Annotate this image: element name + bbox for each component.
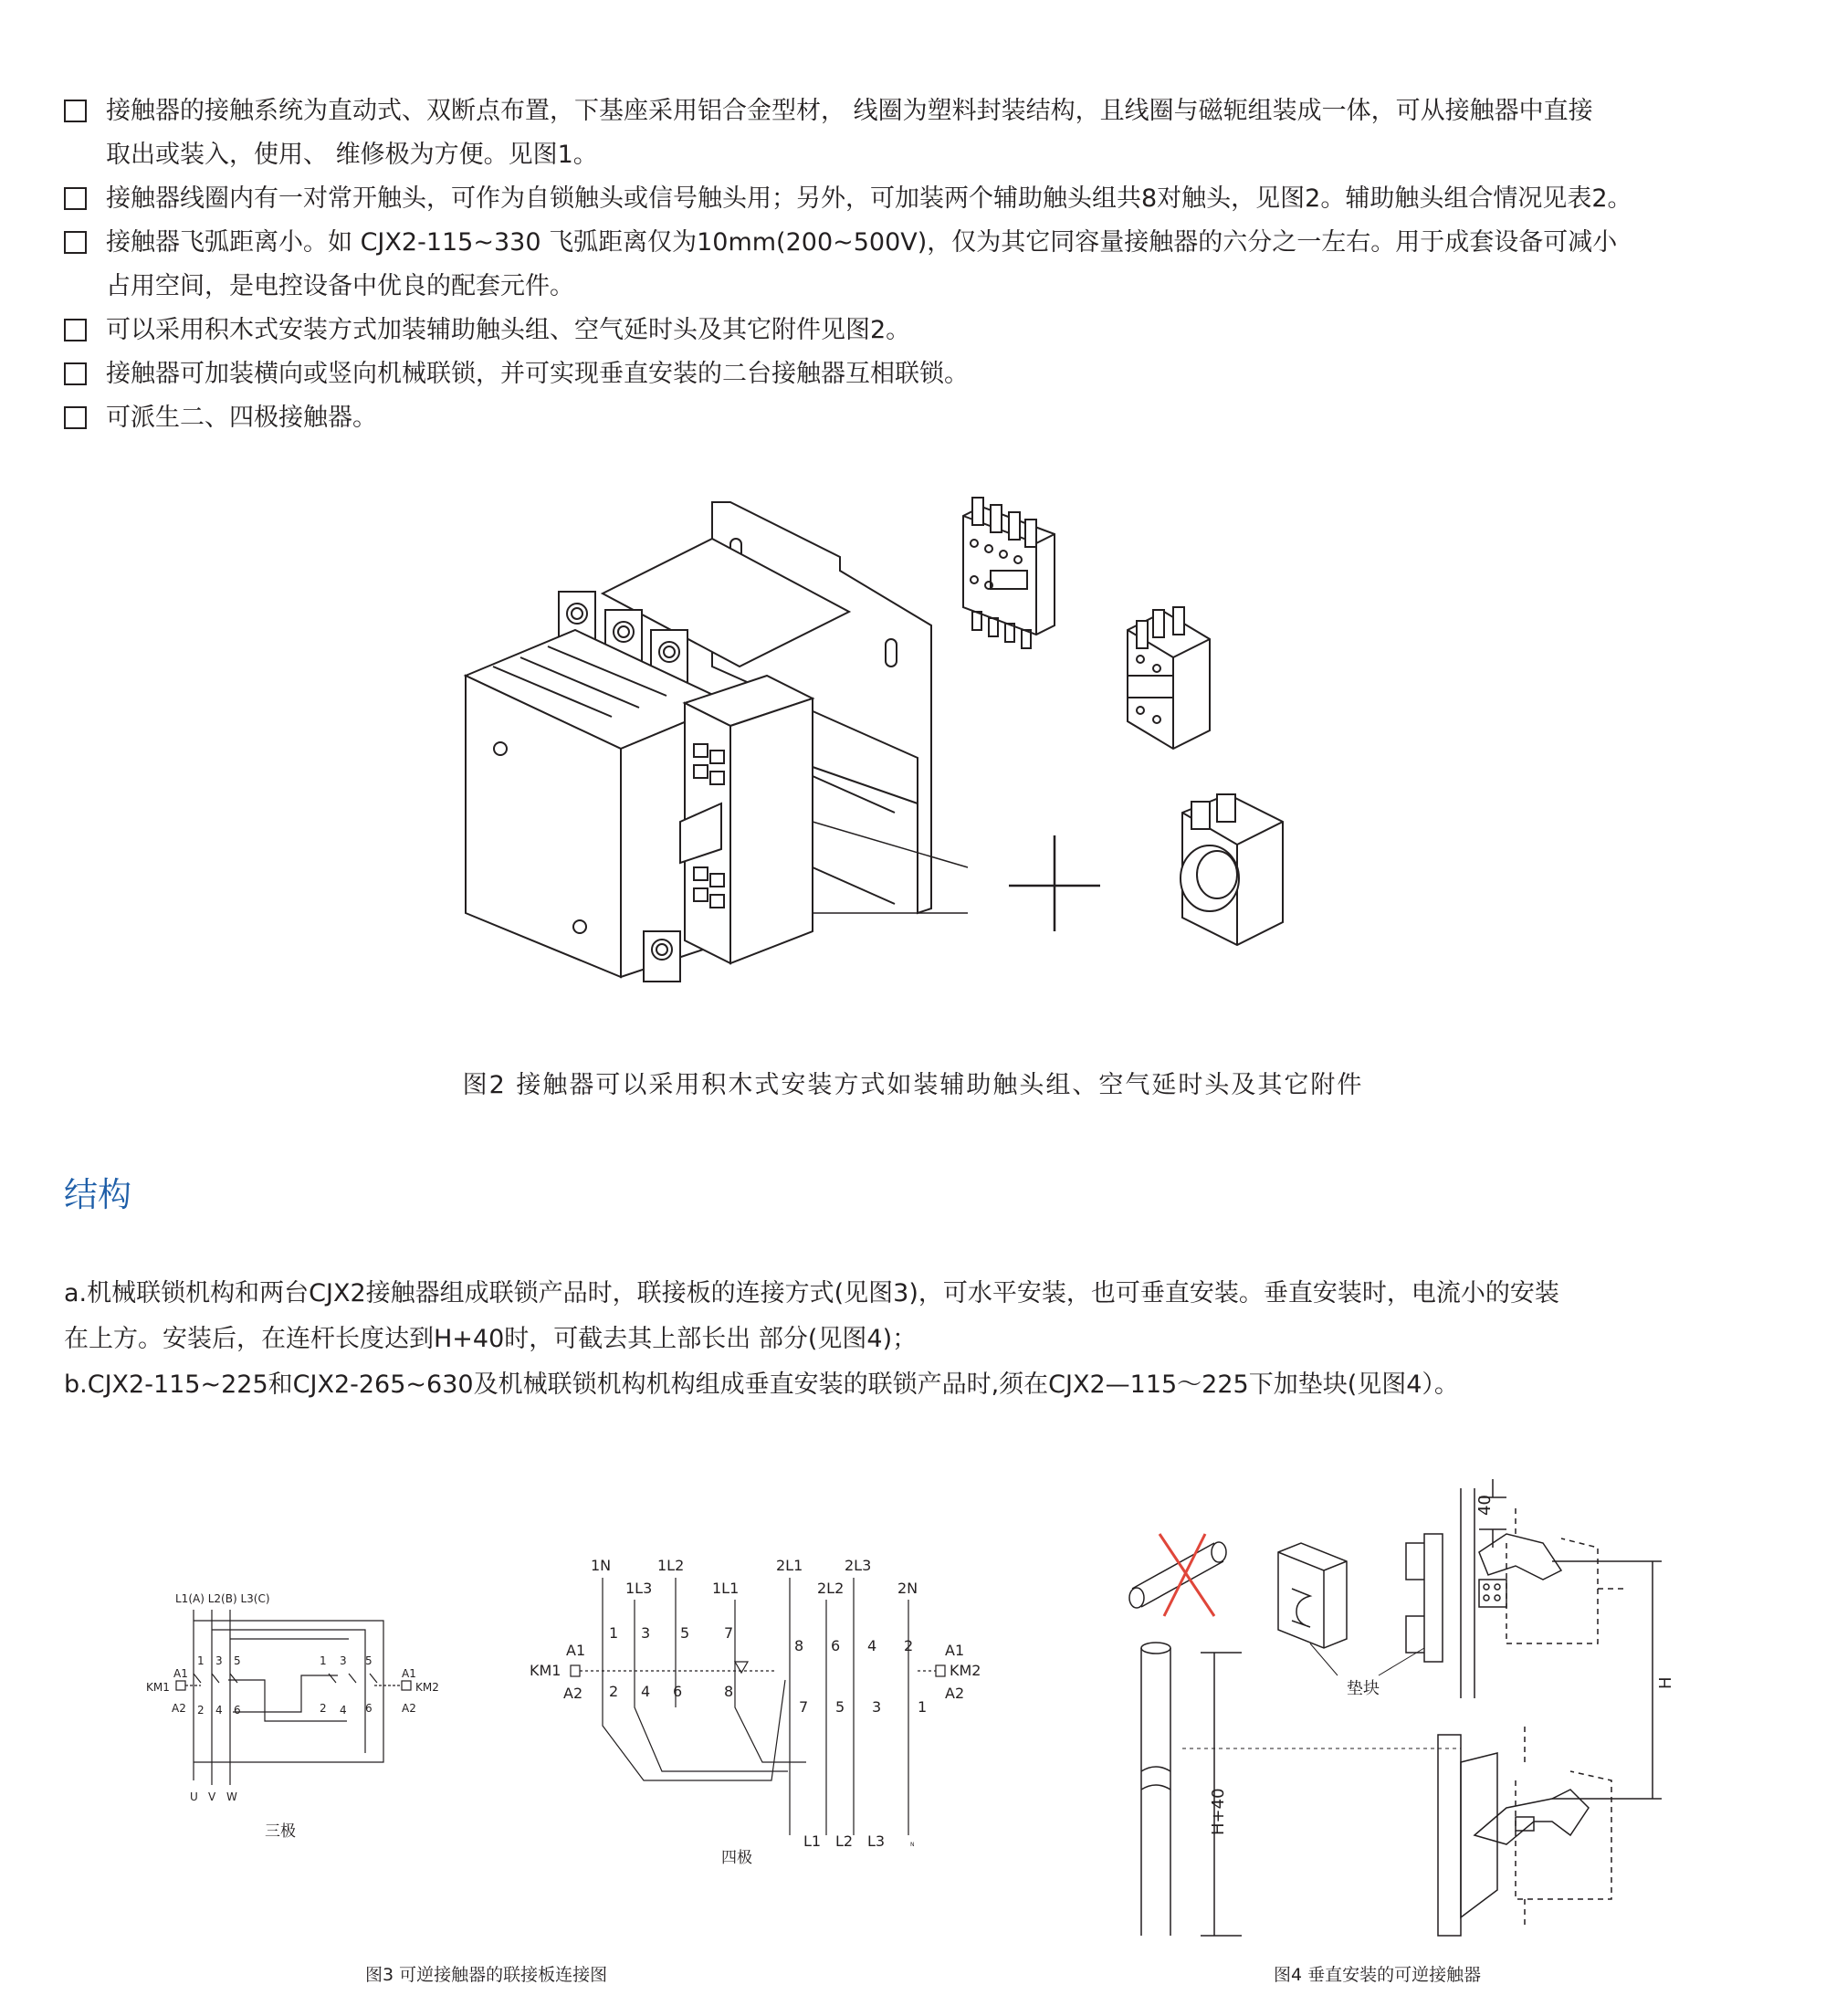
km1-label: KM1	[146, 1681, 170, 1694]
km1-a1-label: A1	[173, 1667, 188, 1680]
feature-text: 接触器飞弧距离小。如 CJX2-115~330 飞弧距离仅为10mm(200~500V)，仅为其它同容量接触器的六分之一左右。用于成套设备可减小	[106, 228, 1618, 257]
top-6: 6	[831, 1637, 841, 1654]
top-1: 1	[609, 1624, 619, 1642]
label-2l2: 2L2	[817, 1580, 845, 1597]
km1-a1-label: A1	[566, 1642, 586, 1659]
terminal-3-right: 3	[340, 1654, 347, 1667]
km2-label: KM2	[950, 1662, 981, 1679]
top-4: 4	[867, 1637, 877, 1654]
bottom-6: 6	[673, 1683, 683, 1700]
km2-a1-label: A1	[945, 1642, 965, 1659]
km1-label: KM1	[530, 1662, 561, 1679]
output-w: W	[226, 1790, 237, 1803]
label-2l1: 2L1	[776, 1557, 803, 1574]
terminal-5-right: 5	[365, 1654, 373, 1667]
feature-text: 取出或装入，使用、 维修极为方便。见图1。	[106, 141, 598, 169]
label-1l1: 1L1	[712, 1580, 740, 1597]
dim-40: 40	[1475, 1495, 1495, 1516]
terminal-3: 3	[215, 1654, 223, 1667]
top-7: 7	[724, 1624, 734, 1642]
checkbox-icon	[64, 319, 87, 341]
feature-text: 可以采用积木式安装方式加装辅助触头组、空气延时头及其它附件见图2。	[106, 316, 911, 344]
figure4-caption: 图4 垂直安装的可逆接触器	[1274, 1965, 1482, 1985]
label-2n: 2N	[897, 1580, 918, 1597]
output-l2: L2	[835, 1832, 854, 1850]
checkbox-icon	[64, 231, 87, 254]
four-pole-wiring-diagram	[516, 1543, 981, 1867]
top-3: 3	[641, 1624, 651, 1642]
checkbox-icon	[64, 100, 87, 122]
output-l3: L3	[867, 1832, 886, 1850]
checkbox-icon	[64, 406, 87, 429]
km2-a1-label: A1	[402, 1667, 416, 1680]
feature-list	[64, 89, 1799, 440]
km2-label: KM2	[415, 1681, 439, 1694]
bottom-4: 4	[641, 1683, 651, 1700]
output-v: V	[208, 1790, 216, 1803]
bottom-5: 5	[835, 1698, 845, 1716]
four-pole-caption: 四极	[721, 1849, 752, 1867]
contactor-assembly-illustration	[456, 484, 1324, 1004]
terminal-4-right: 4	[340, 1704, 347, 1717]
terminal-6: 6	[234, 1704, 241, 1717]
structure-text	[64, 1271, 1780, 1408]
feature-item	[64, 396, 1799, 440]
dim-h40: H+40	[1209, 1788, 1228, 1835]
feature-item	[64, 221, 1799, 265]
three-pole-caption: 三极	[265, 1822, 296, 1841]
label-1n: 1N	[591, 1557, 612, 1574]
figure2-caption: 图2 接触器可以采用积木式安装方式如装辅助触头组、空气延时头及其它附件	[462, 1071, 1364, 1099]
km2-a2-label: A2	[402, 1702, 416, 1715]
output-n: N	[910, 1842, 915, 1848]
bottom-3: 3	[872, 1698, 882, 1716]
paragraph: b.CJX2-115~225和CJX2-265~630及机械联锁机构机构组成垂直安装的联锁产品时,须在CJX2—115～225下加垫块(见图4）。	[64, 1370, 1459, 1399]
paragraph: 在上方。安装后，在连杆长度达到H+40时，可截去其上部长出 部分(见图4)；	[64, 1325, 918, 1353]
feature-text: 占用空间，是电控设备中优良的配套元件。	[106, 272, 574, 300]
feature-item	[64, 352, 1799, 396]
feature-item-continued	[64, 133, 1799, 177]
km1-a2-label: A2	[172, 1702, 186, 1715]
km2-a2-label: A2	[945, 1685, 965, 1702]
top-8: 8	[794, 1637, 804, 1654]
terminal-6-right: 6	[365, 1702, 373, 1715]
feature-text: 接触器的接触系统为直动式、双断点布置，下基座采用铝合金型材， 线圈为塑料封装结构，且线圈与磁轭组装成一体，可从接触器中直接	[106, 97, 1593, 125]
top-phase-labels: L1(A) L2(B) L3(C)	[175, 1592, 270, 1605]
terminal-4: 4	[215, 1704, 223, 1717]
feature-item-continued	[64, 265, 1799, 309]
label-1l2: 1L2	[657, 1557, 685, 1574]
output-l1: L1	[803, 1832, 822, 1850]
bottom-2: 2	[609, 1683, 619, 1700]
checkbox-icon	[64, 362, 87, 385]
bottom-1: 1	[918, 1698, 928, 1716]
pad-label: 垫块	[1347, 1679, 1380, 1698]
km1-a2-label: A2	[563, 1685, 583, 1702]
feature-item	[64, 89, 1799, 133]
vertical-installation-diagram	[1114, 1461, 1680, 1936]
section-title: 结构	[64, 1175, 131, 1214]
terminal-5: 5	[234, 1654, 241, 1667]
terminal-1: 1	[197, 1654, 205, 1667]
paragraph: a.机械联锁机构和两台CJX2接触器组成联锁产品时，联接板的连接方式(见图3)，可水平安装，也可垂直安装。垂直安装时，电流小的安装	[64, 1279, 1559, 1307]
terminal-2: 2	[197, 1704, 205, 1717]
three-pole-wiring-diagram	[137, 1575, 439, 1841]
figure3-caption: 图3 可逆接触器的联接板连接图	[365, 1965, 608, 1985]
checkbox-icon	[64, 187, 87, 210]
feature-text: 可派生二、四极接触器。	[106, 404, 377, 432]
feature-text: 接触器可加装横向或竖向机械联锁，并可实现垂直安装的二台接触器互相联锁。	[106, 360, 969, 388]
feature-text: 接触器线圈内有一对常开触头，可作为自锁触头或信号触头用；另外，可加装两个辅助触头组共8对触头，见图2。辅助触头组合情况见表2。	[106, 184, 1632, 213]
terminal-2-right: 2	[320, 1702, 327, 1715]
output-u: U	[190, 1790, 198, 1803]
dim-h: H	[1656, 1676, 1675, 1689]
top-2: 2	[904, 1637, 914, 1654]
label-2l3: 2L3	[845, 1557, 872, 1574]
bottom-7: 7	[799, 1698, 809, 1716]
label-1l3: 1L3	[625, 1580, 653, 1597]
bottom-8: 8	[724, 1683, 734, 1700]
feature-item	[64, 309, 1799, 352]
terminal-1-right: 1	[320, 1654, 327, 1667]
top-5: 5	[680, 1624, 690, 1642]
feature-item	[64, 177, 1799, 221]
